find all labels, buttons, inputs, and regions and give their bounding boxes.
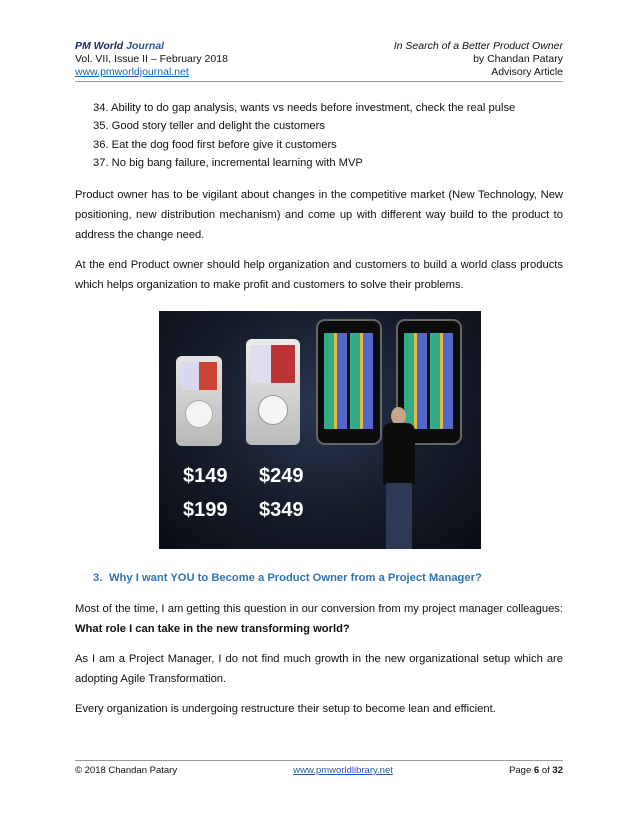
list-item: 35. Good story teller and delight the customers xyxy=(93,120,325,133)
presenter-figure xyxy=(377,407,421,549)
ipod-touch-image xyxy=(316,319,382,445)
list-item: 34. Ability to do gap analysis, wants vs needs before investment, check the real pulse xyxy=(93,102,516,114)
keynote-photo xyxy=(159,311,481,549)
price-label: $149 xyxy=(183,465,228,488)
article-type: Advisory Article xyxy=(491,66,563,78)
ipod-nano-image xyxy=(176,356,222,446)
page-body xyxy=(75,99,563,719)
ipod-classic-image xyxy=(246,339,300,445)
page-header xyxy=(75,40,563,79)
price-label: $249 xyxy=(259,465,304,488)
issue-info: Vol. VII, Issue II – February 2018 xyxy=(75,53,228,65)
library-link[interactable]: www.pmworldlibrary.net xyxy=(293,765,393,776)
numbered-list xyxy=(75,99,563,172)
paragraph: At the end Product owner should help organization and customers to build a world class products which helps organization to make profit and customers to solve their problems. xyxy=(75,259,563,292)
journal-site-link[interactable]: www.pmworldjournal.net xyxy=(75,66,189,78)
paragraph: Product owner has to be vigilant about changes in the competitive market (New Technology, New positioning, new distribution mechanism) and come up with different way build to the product to address the change need. xyxy=(75,189,563,242)
bold-question: What role I can take in the new transforming world? xyxy=(75,623,350,636)
header-divider xyxy=(75,81,563,82)
section-heading: 3. Why I want YOU to Become a Product Owner from a Project Manager? xyxy=(93,572,482,585)
author-byline: by Chandan Patary xyxy=(473,53,563,65)
paragraph: Every organization is undergoing restructure their setup to become lean and efficient. xyxy=(75,703,496,716)
price-label: $349 xyxy=(259,499,304,522)
article-title: In Search of a Better Product Owner xyxy=(393,40,563,52)
page-footer xyxy=(75,765,563,776)
copyright: © 2018 Chandan Patary xyxy=(75,765,178,776)
journal-name: PM World Journal xyxy=(75,40,165,52)
price-label: $199 xyxy=(183,499,228,522)
paragraph: As I am a Project Manager, I do not find much growth in the new organizational setup which are adopting Agile Transformation. xyxy=(75,653,563,686)
paragraph: Most of the time, I am getting this question in our conversion from my project manager colleagues: What role I can take in the new transforming world? xyxy=(75,603,563,636)
list-item: 37. No big bang failure, incremental learning with MVP xyxy=(93,156,363,169)
list-item: 36. Eat the dog food first before give it customers xyxy=(93,138,337,151)
page-number: Page 6 of 32 xyxy=(509,765,563,776)
footer-divider xyxy=(75,760,563,761)
